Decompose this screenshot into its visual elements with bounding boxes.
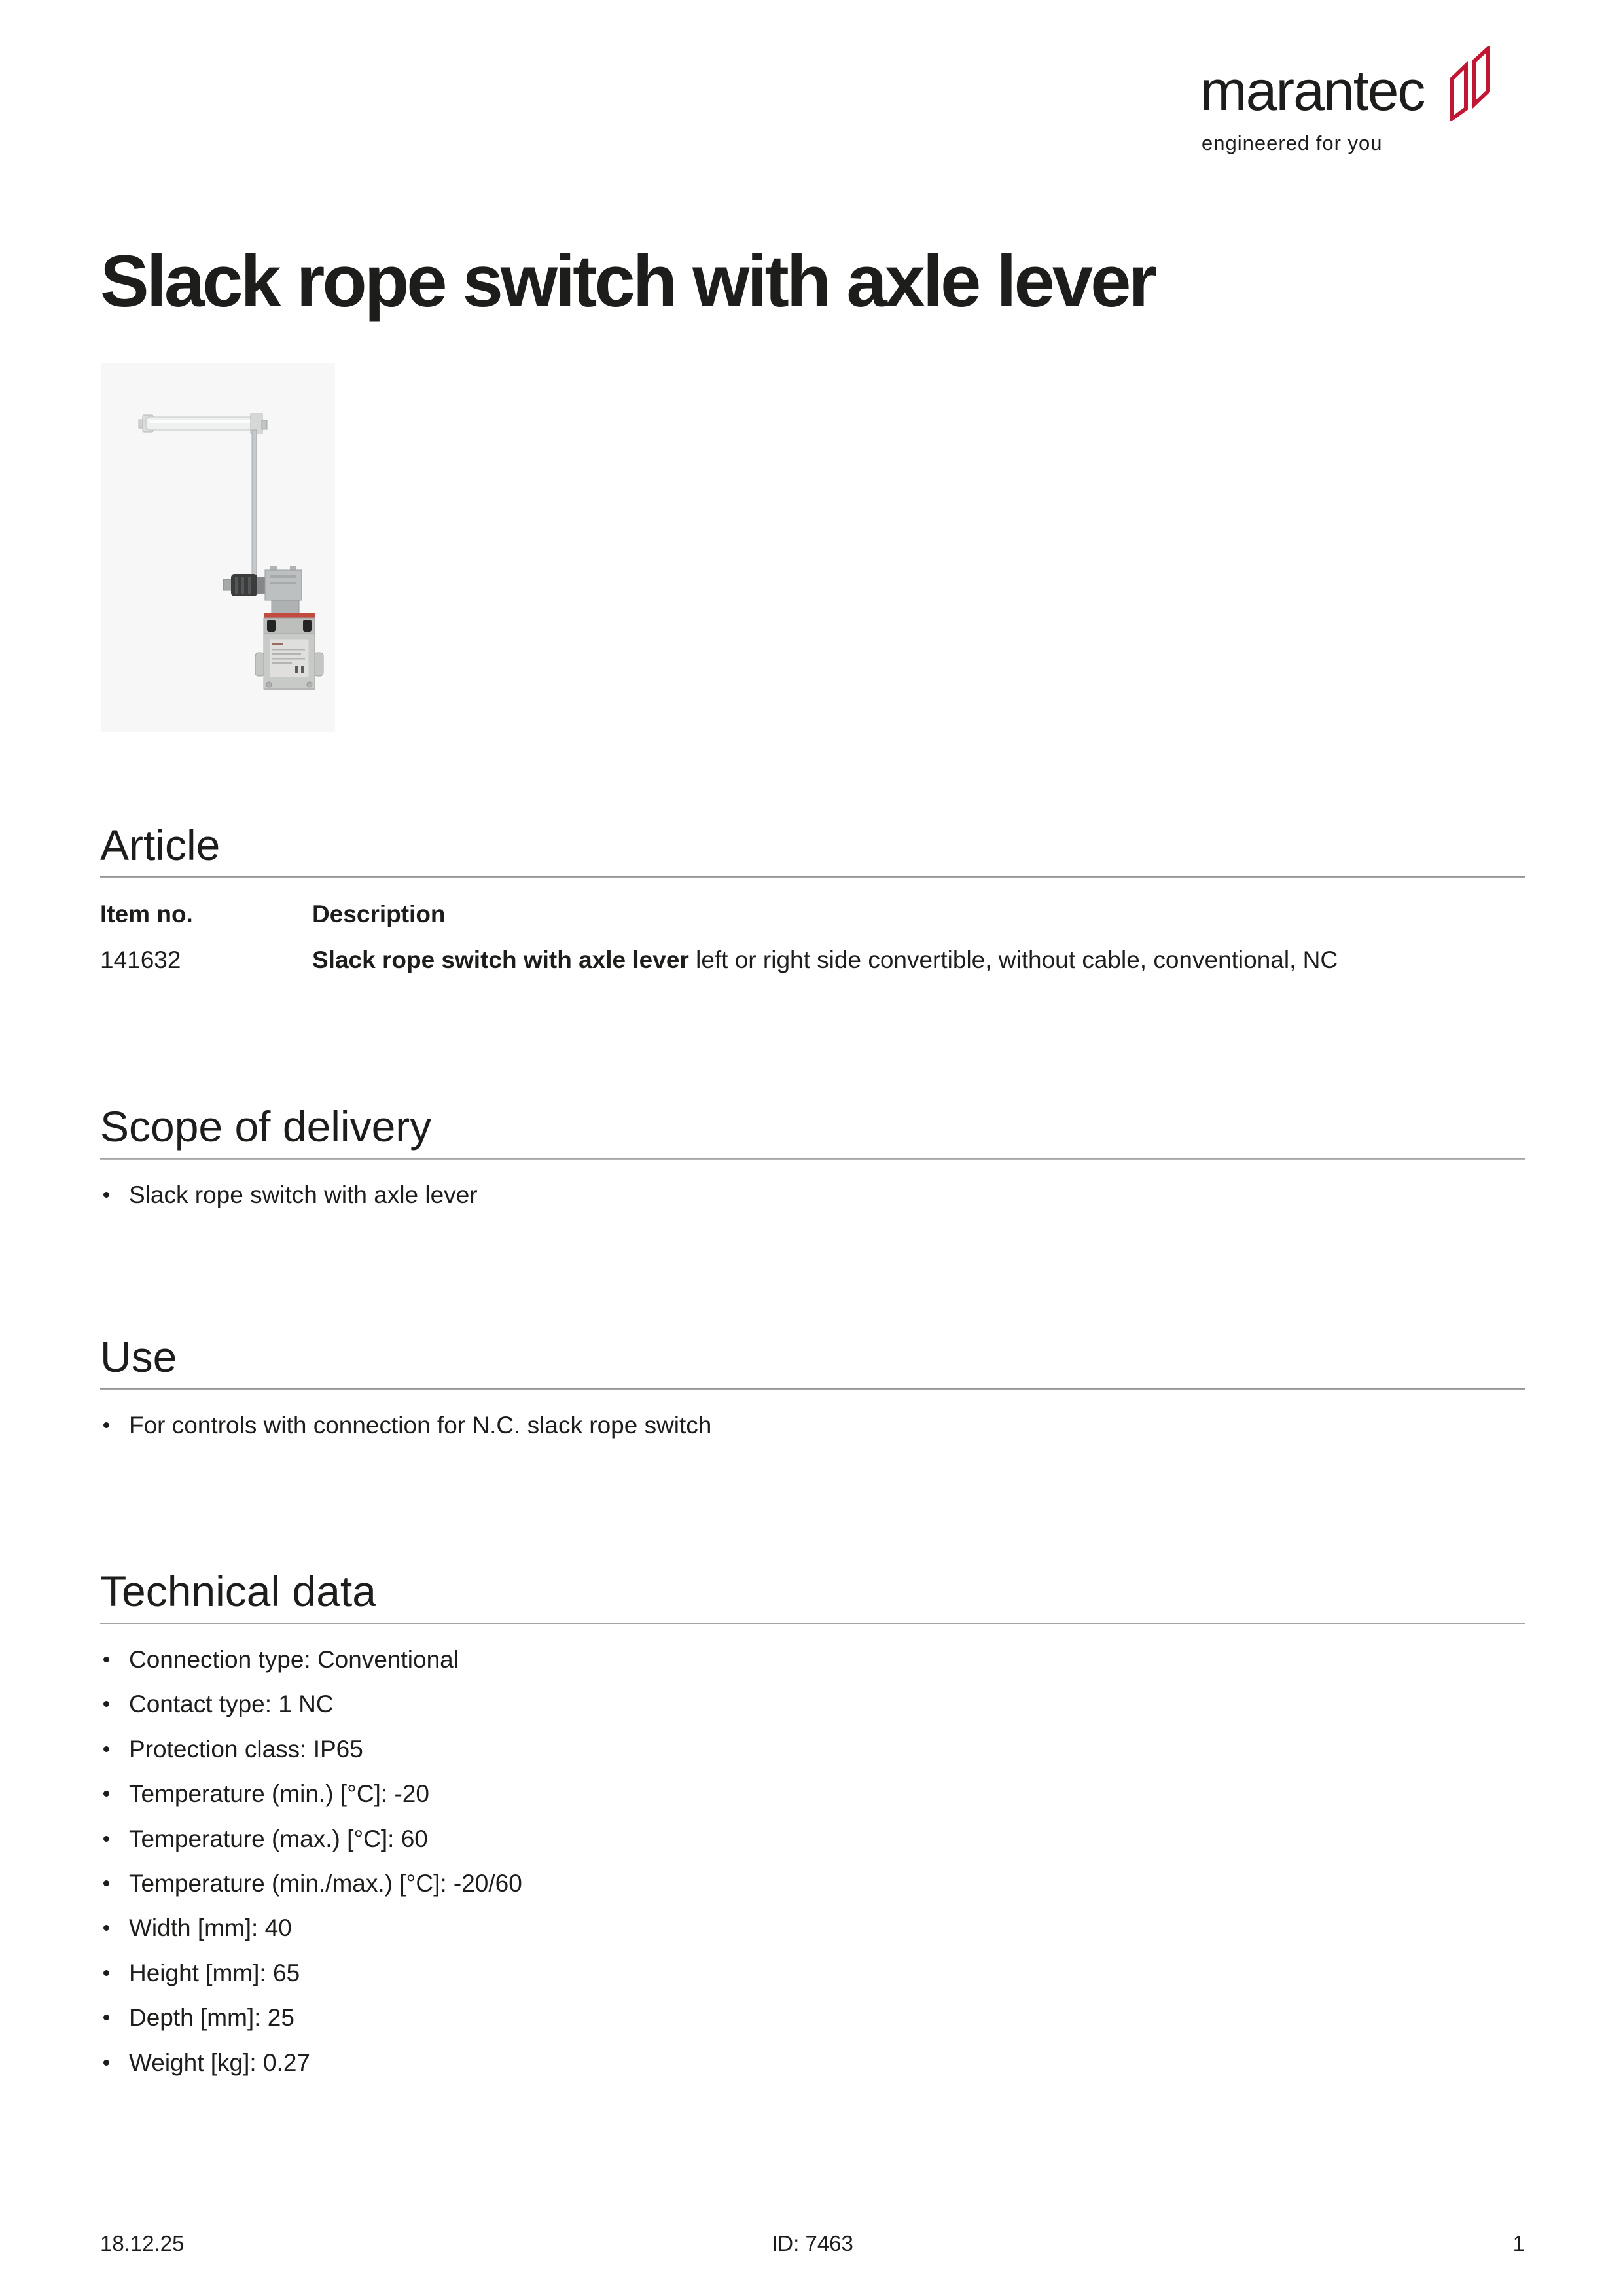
marantec-door-icon (1449, 46, 1492, 121)
article-heading: Article (100, 821, 221, 869)
list-item: Contact type: 1 NC (100, 1690, 1525, 1719)
use-heading: Use (100, 1333, 177, 1381)
slack-rope-switch-illustration (101, 363, 335, 732)
marantec-logo (1200, 46, 1492, 158)
list-item: Slack rope switch with axle lever (100, 1181, 1525, 1210)
description-details: left or right side convertible, without cable, conventional, NC (688, 946, 1338, 974)
product-image (101, 363, 335, 732)
scope-list (100, 1181, 1525, 1210)
divider (100, 1388, 1525, 1390)
column-header-item-no: Item no. (100, 901, 193, 927)
switch-body (255, 613, 323, 690)
logo-tagline: engineered for you (1202, 132, 1383, 154)
divider (100, 1623, 1525, 1624)
list-item: Weight [kg]: 0.27 (100, 2049, 1525, 2077)
list-item: Temperature (min.) [°C]: -20 (100, 1780, 1525, 1808)
column-header-description: Description (312, 901, 446, 927)
divider (100, 1158, 1525, 1160)
door-panel-right (1474, 48, 1488, 105)
page-footer (100, 2231, 1525, 2259)
list-item: Protection class: IP65 (100, 1735, 1525, 1764)
lever-rod (252, 430, 257, 577)
list-item: For controls with connection for N.C. slack rope switch (100, 1411, 1525, 1440)
list-item: Width [mm]: 40 (100, 1914, 1525, 1943)
technical-heading: Technical data (100, 1567, 376, 1615)
article-table (100, 900, 1525, 975)
item-number-cell: 141632 (100, 946, 181, 974)
description-product-name: Slack rope switch with axle lever (312, 946, 689, 974)
footer-document-id: ID: 7463 (772, 2231, 853, 2255)
scope-heading: Scope of delivery (100, 1102, 432, 1151)
list-item: Temperature (max.) [°C]: 60 (100, 1825, 1525, 1854)
footer-page-number: 1 (1512, 2231, 1525, 2255)
technical-list (100, 1645, 1525, 2077)
description-cell (312, 946, 1525, 975)
list-item: Height [mm]: 65 (100, 1959, 1525, 1988)
section-article (100, 823, 1525, 975)
section-use (100, 1335, 1525, 1456)
footer-date: 18.12.25 (100, 2231, 185, 2255)
list-item: Depth [mm]: 25 (100, 2003, 1525, 2032)
use-list (100, 1411, 1525, 1440)
axle-lever-arm (139, 414, 267, 433)
page-title: Slack rope switch with axle lever (100, 240, 1154, 323)
door-panel-left (1452, 65, 1466, 119)
divider (100, 876, 1525, 878)
section-scope-of-delivery (100, 1102, 1525, 1225)
logo-wordmark: marantec (1200, 60, 1425, 122)
section-technical-data (100, 1567, 1525, 2093)
list-item: Temperature (min./max.) [°C]: -20/60 (100, 1869, 1525, 1898)
list-item: Connection type: Conventional (100, 1645, 1525, 1674)
